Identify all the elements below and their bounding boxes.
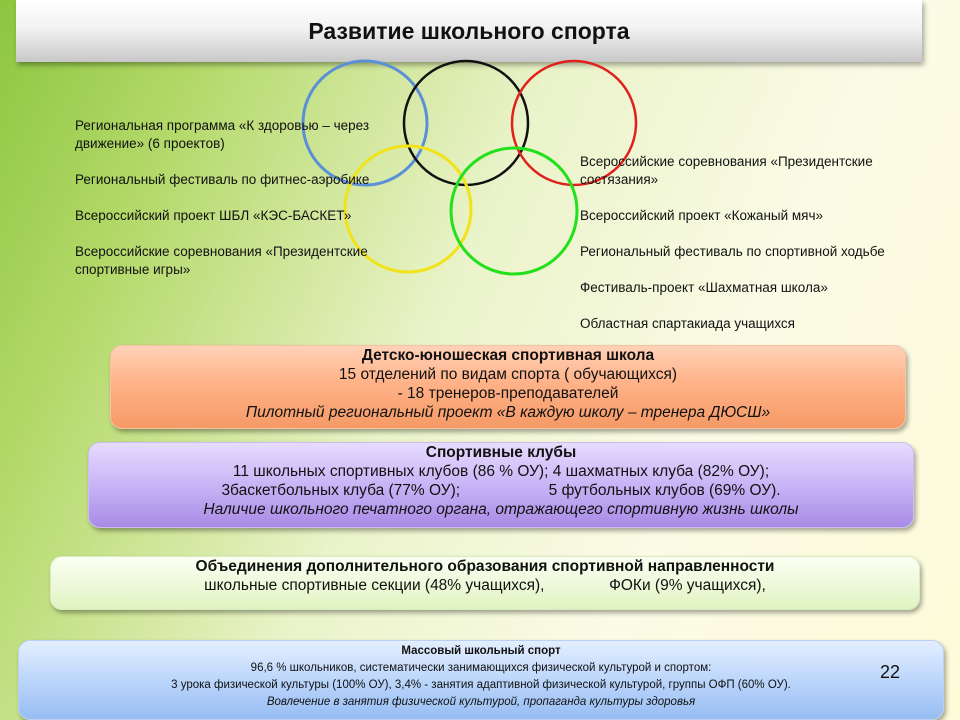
list-item: Региональная программа «К здоровью – через движение» (6 проектов): [75, 118, 370, 151]
clubs-line: 11 школьных спортивных клубов (86 % ОУ); 4 шахматных клуба (82% ОУ);: [232, 463, 770, 480]
left-events-list: [75, 117, 370, 297]
dop-heading: Объединения дополнительного образования спортивной направленности: [195, 558, 775, 575]
dussh-line: - 18 тренеров-преподавателей: [397, 385, 619, 402]
mass-line: 3 урока физической культуры (100% ОУ), 3,4% - занятия адаптивной физической культурой, группы ОФП (60% ОУ).: [171, 679, 791, 691]
clubs-line: [89, 481, 913, 500]
mass-line: Вовлечение в занятия физической культурой, пропаганда культуры здоровья: [266, 696, 696, 708]
ring-black: [404, 61, 528, 185]
list-item: Всероссийские соревнования «Президентские состязания»: [580, 154, 873, 187]
list-item: Всероссийские соревнования «Президентские спортивные игры»: [75, 244, 368, 277]
right-events-list: [580, 153, 910, 333]
dussh-line: Пилотный региональный проект «В каждую школу – тренера ДЮСШ»: [245, 404, 771, 421]
clubs-heading: Спортивные клубы: [425, 444, 577, 461]
dop-line: [51, 576, 919, 595]
page-number: 22: [880, 662, 901, 682]
dussh-box: [110, 345, 906, 429]
list-item: Фестиваль-проект «Шахматная школа»: [580, 280, 828, 295]
list-item: Всероссийский проект ШБЛ «КЭС-БАСКЕТ»: [75, 208, 352, 223]
dop-box: [50, 556, 920, 610]
clubs-basketball: 3баскетбольных клуба (77% ОУ);: [221, 482, 461, 499]
page-title: Развитие школьного спорта: [308, 17, 630, 44]
list-item: Областная спартакиада учащихся: [580, 316, 795, 331]
list-item: Региональный фестиваль по фитнес-аэробике: [75, 172, 370, 187]
dussh-heading: Детско-юношеская спортивная школа: [361, 347, 655, 364]
mass-heading: Массовый школьный спорт: [401, 645, 561, 657]
clubs-box: [88, 442, 914, 528]
clubs-football: 5 футбольных клубов (69% ОУ).: [548, 482, 781, 499]
list-item: Региональный фестиваль по спортивной ходьбе: [580, 244, 885, 259]
ring-green: [451, 148, 577, 274]
dop-fok: ФОКи (9% учащихся),: [609, 577, 766, 594]
dussh-line: 15 отделений по видам спорта ( обучающихся): [338, 366, 678, 383]
mass-line: 96,6 % школьников, систематически занимающихся физической культурой и спортом:: [250, 662, 712, 674]
list-item: Всероссийский проект «Кожаный мяч»: [580, 208, 824, 223]
dop-sections: школьные спортивные секции (48% учащихся),: [204, 577, 545, 594]
clubs-line: Наличие школьного печатного органа, отражающего спортивную жизнь школы: [203, 501, 799, 518]
mass-sport-box: [18, 640, 944, 720]
title-bar: [16, 0, 922, 62]
